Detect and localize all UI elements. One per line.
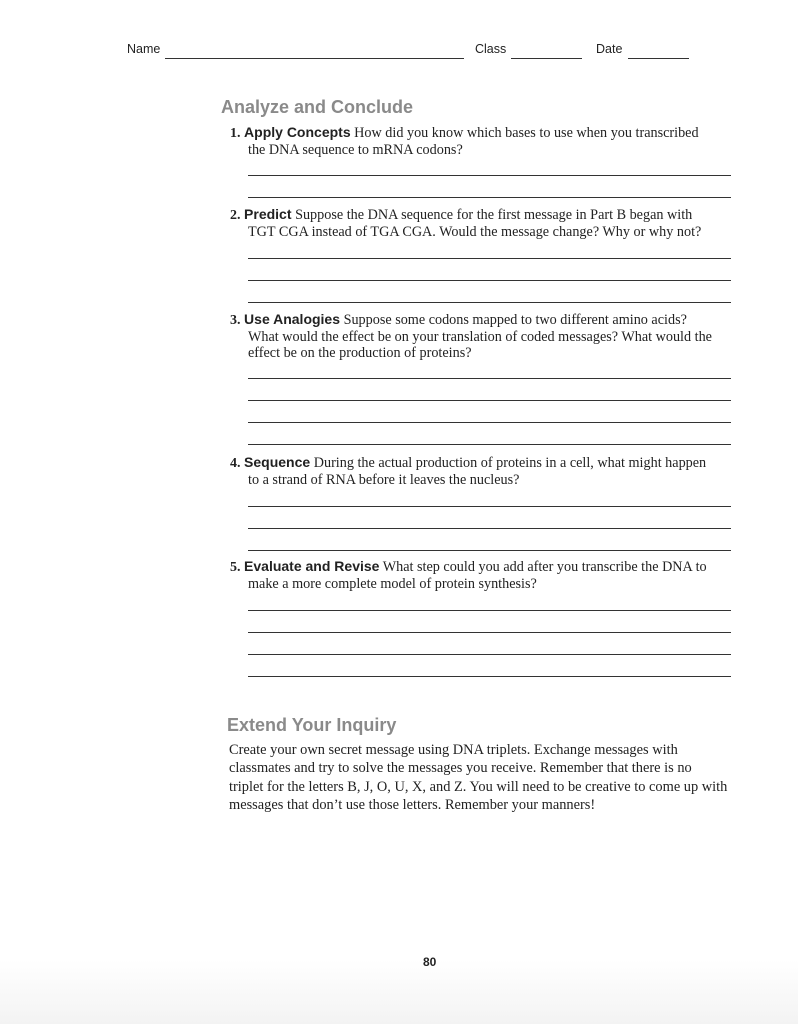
page-number: 80 bbox=[423, 955, 437, 969]
question-text-continued: What would the effect be on your translation of coded messages? What would the effect be on the production of proteins? bbox=[248, 329, 712, 361]
answer-line[interactable] bbox=[248, 175, 731, 176]
answer-line[interactable] bbox=[248, 610, 731, 611]
question-text-continued: to a strand of RNA before it leaves the nucleus? bbox=[248, 472, 520, 488]
answer-line[interactable] bbox=[248, 632, 731, 633]
date-field-line[interactable] bbox=[628, 58, 689, 59]
question-4 bbox=[230, 454, 735, 488]
answer-line[interactable] bbox=[248, 258, 731, 259]
question-heading: Evaluate and Revise bbox=[244, 558, 380, 574]
question-3 bbox=[230, 311, 735, 361]
question-1 bbox=[230, 124, 735, 158]
question-number: 1. bbox=[230, 126, 241, 141]
name-label: Name bbox=[127, 42, 161, 56]
question-heading: Sequence bbox=[244, 454, 311, 470]
question-text-continued: make a more complete model of protein synthesis? bbox=[248, 576, 537, 592]
answer-line[interactable] bbox=[248, 506, 731, 507]
question-text: How did you know which bases to use when you transcribed bbox=[354, 125, 699, 141]
name-field-line[interactable] bbox=[165, 58, 464, 59]
question-number: 2. bbox=[230, 208, 241, 223]
section-title-extend: Extend Your Inquiry bbox=[227, 715, 397, 735]
question-number: 5. bbox=[230, 560, 241, 575]
question-text: Suppose some codons mapped to two different amino acids? bbox=[343, 312, 687, 328]
class-field-line[interactable] bbox=[511, 58, 582, 59]
answer-line[interactable] bbox=[248, 676, 731, 677]
date-label: Date bbox=[596, 42, 623, 56]
question-text-continued: TGT CGA instead of TGA CGA. Would the message change? Why or why not? bbox=[248, 224, 702, 240]
question-heading: Predict bbox=[244, 206, 292, 222]
question-2 bbox=[230, 206, 735, 240]
answer-line[interactable] bbox=[248, 654, 731, 655]
answer-line[interactable] bbox=[248, 422, 731, 423]
answer-line[interactable] bbox=[248, 302, 731, 303]
question-number: 3. bbox=[230, 313, 241, 328]
class-label: Class bbox=[475, 42, 507, 56]
question-text: During the actual production of proteins in a cell, what might happen bbox=[313, 455, 707, 471]
answer-line[interactable] bbox=[248, 378, 731, 379]
question-heading: Apply Concepts bbox=[244, 124, 351, 140]
extend-paragraph: Create your own secret message using DNA triplets. Exchange messages with classmates and try to solve the messages you receive. Remember that there is no triplet for the letters B, J, O, U, X, and Z. You will need to be creative to come up with messages that don’t use those letters. Remember your manners! bbox=[229, 742, 728, 813]
answer-line[interactable] bbox=[248, 444, 731, 445]
answer-line[interactable] bbox=[248, 197, 731, 198]
question-text: Suppose the DNA sequence for the first message in Part B began with bbox=[295, 207, 693, 223]
question-text-continued: the DNA sequence to mRNA codons? bbox=[248, 142, 463, 158]
answer-line[interactable] bbox=[248, 400, 731, 401]
question-number: 4. bbox=[230, 456, 241, 471]
answer-line[interactable] bbox=[248, 528, 731, 529]
question-5 bbox=[230, 558, 735, 592]
answer-line[interactable] bbox=[248, 550, 731, 551]
question-heading: Use Analogies bbox=[244, 311, 341, 327]
answer-line[interactable] bbox=[248, 280, 731, 281]
section-title-analyze: Analyze and Conclude bbox=[221, 97, 414, 117]
question-text: What step could you add after you transcribe the DNA to bbox=[382, 559, 707, 575]
